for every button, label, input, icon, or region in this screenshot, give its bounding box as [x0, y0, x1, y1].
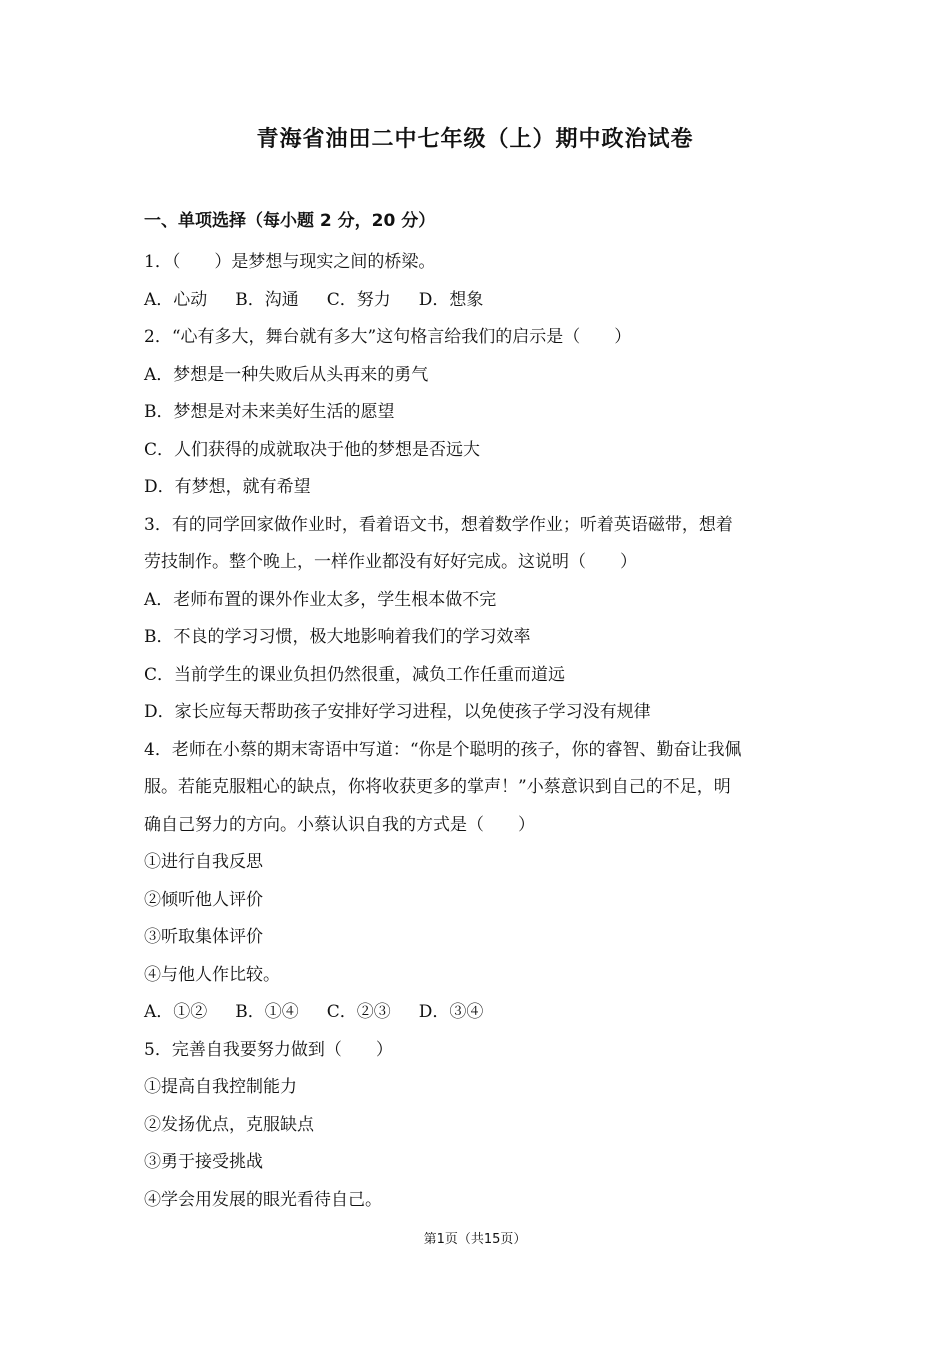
q4-option-a: A．①②	[144, 1002, 208, 1022]
q4-item-2: ②倾听他人评价	[144, 889, 263, 910]
q5-item-4: ④学会用发展的眼光看待自己。	[144, 1189, 382, 1210]
page-title: 青海省油田二中七年级（上）期中政治试卷	[256, 127, 694, 152]
q2-option-c: C．人们获得的成就取决于他的梦想是否远大	[144, 439, 481, 460]
q5-item-2: ②发扬优点，克服缺点	[144, 1114, 314, 1135]
q4-item-3: ③听取集体评价	[144, 927, 263, 947]
q4-item-1: ①进行自我反思	[144, 852, 263, 872]
q4-option-d: D．③④	[418, 1002, 484, 1022]
q3-option-a: A．老师布置的课外作业太多，学生根本做不完	[144, 589, 497, 610]
page-footer: 第1页（共15页）	[423, 1232, 527, 1247]
q2-option-d: D．有梦想，就有希望	[144, 477, 311, 497]
q4-option-c: C．②③	[326, 1002, 391, 1022]
q3-option-d: D．家长应每天帮助孩子安排好学习进程，以免使孩子学习没有规律	[144, 702, 651, 722]
q4-item-4: ④与他人作比较。	[144, 964, 280, 985]
q1-option-a: A．心动	[144, 289, 208, 310]
q3-option-b: B．不良的学习习惯，极大地影响着我们的学习效率	[144, 627, 531, 647]
question-4-stem-line-2: 服。若能克服粗心的缺点，你将收获更多的掌声！”小蔡意识到自己的不足，明	[144, 777, 731, 797]
section-heading: 一、单项选择（每小题 2 分，20 分）	[144, 211, 436, 231]
question-5-stem: 5．完善自我要努力做到（ ）	[144, 1039, 393, 1060]
q3-option-c: C．当前学生的课业负担仍然很重，减负工作任重而道远	[144, 664, 566, 685]
question-1-options	[144, 282, 814, 320]
question-1-stem: 1．（ ）是梦想与现实之间的桥梁。	[144, 252, 436, 272]
q2-option-b: B．梦想是对未来美好生活的愿望	[144, 402, 395, 422]
question-4-stem-line-1: 4．老师在小蔡的期末寄语中写道：“你是个聪明的孩子，你的睿智、勤奋让我佩	[144, 739, 742, 760]
q4-option-b: B．①④	[235, 1002, 299, 1022]
q1-option-d: D．想象	[418, 289, 484, 310]
question-4-options	[144, 994, 814, 1032]
question-4-stem-line-3: 确自己努力的方向。小蔡认识自我的方式是（ ）	[144, 814, 535, 835]
question-3-stem-line-2: 劳技制作。整个晚上，一样作业都没有好好完成。这说明（ ）	[144, 552, 637, 572]
q2-option-a: A．梦想是一种失败后从头再来的勇气	[144, 364, 429, 385]
q5-item-1: ①提高自我控制能力	[144, 1077, 297, 1097]
question-3-stem-line-1: 3．有的同学回家做作业时，看着语文书，想着数学作业；听着英语磁带，想着	[144, 514, 733, 535]
exam-content	[144, 207, 814, 1219]
q5-item-3: ③勇于接受挑战	[144, 1152, 263, 1172]
q1-option-b: B．沟通	[235, 289, 299, 310]
question-2-stem: 2．“心有多大，舞台就有多大”这句格言给我们的启示是（ ）	[144, 327, 632, 347]
q1-option-c: C．努力	[326, 289, 391, 310]
